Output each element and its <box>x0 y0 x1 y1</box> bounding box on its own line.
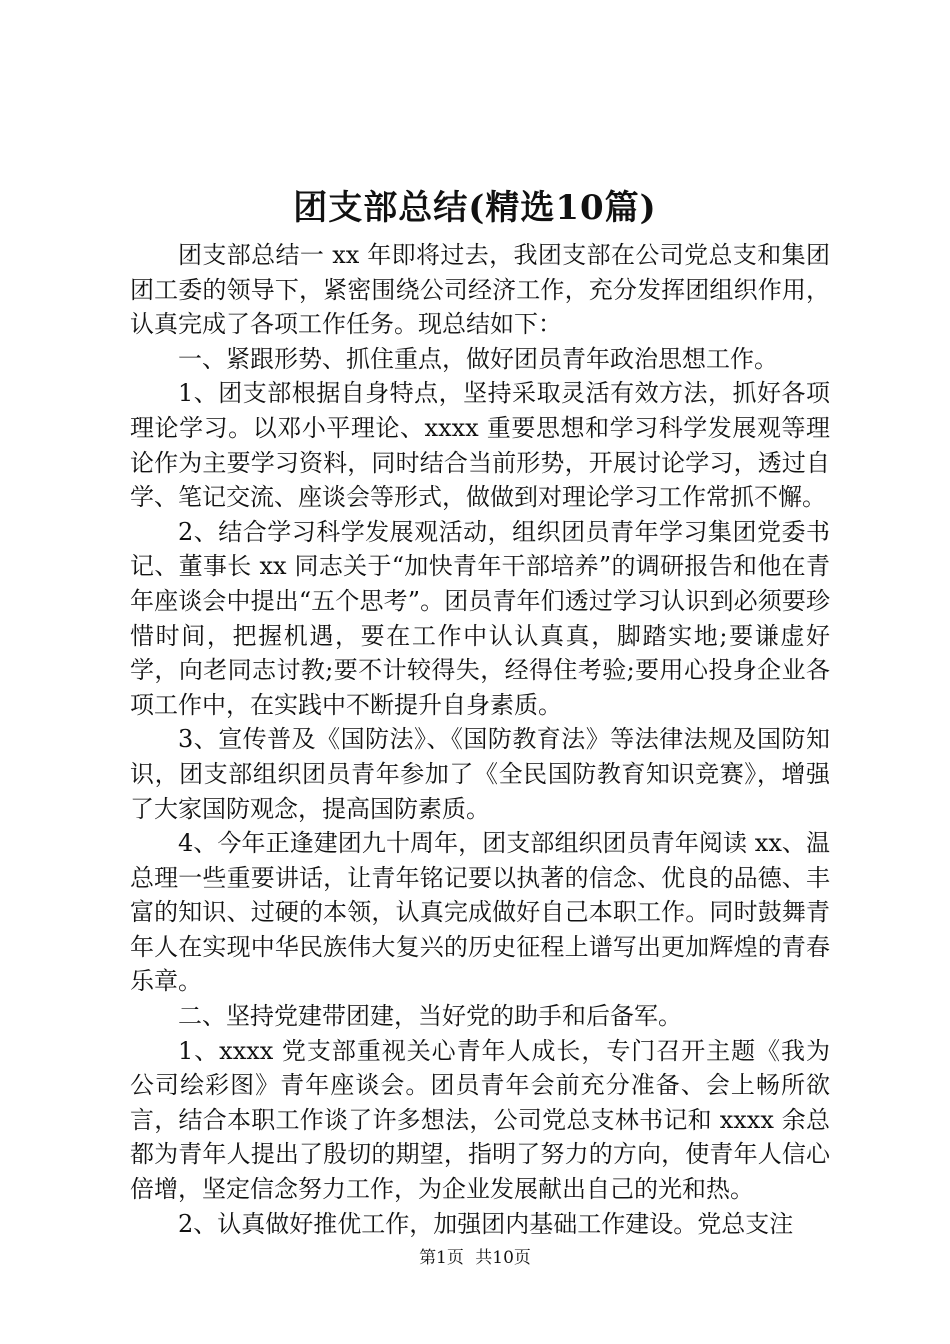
paragraph-1-3: 3、宣传普及《国防法》、《国防教育法》等法律法规及国防知识，团支部组织团员青年参加了《全民国防教育知识竞赛》，增强了大家国防观念，提高国防素质。 <box>130 725 830 823</box>
document-title: 团支部总结(精选10篇) <box>293 188 657 228</box>
paragraph-1-2: 2、结合学习科学发展观活动，组织团员青年学习集团党委书记、董事长 xx 同志关于“加快青年干部培养”的调研报告和他在青年座谈会中提出“五个思考”。团员青年们透过学习认识到必须要珍惜时间，把握机遇，要在工作中认认真真，脚踏实地;要谦虚好学，向老同志讨教;要不计较得失，经得住考验;要用心投身企业各项工作中，在实践中不断提升自身素质。 <box>130 517 830 719</box>
total-pages: 共10页 <box>475 1248 531 1268</box>
current-page-number: 第1页 <box>419 1248 464 1268</box>
document-body <box>130 238 830 1241</box>
section-heading-2: 二、坚持党建带团建，当好党的助手和后备军。 <box>178 1002 682 1031</box>
section-heading-1: 一、紧跟形势、抓住重点，做好团员青年政治思想工作。 <box>178 344 778 373</box>
paragraph-1-4: 4、今年正逢建团九十周年，团支部组织团员青年阅读 xx、温总理一些重要讲话，让青年铭记要以执著的信念、优良的品德、丰富的知识、过硬的本领，认真完成做好自己本职工作。同时鼓舞青年人在实现中华民族伟大复兴的历史征程上谱写出更加辉煌的青春乐章。 <box>130 829 830 996</box>
paragraph-2-2: 2、认真做好推优工作，加强团内基础工作建设。党总支注 <box>178 1209 794 1238</box>
paragraph-1-1: 1、团支部根据自身特点，坚持采取灵活有效方法，抓好各项理论学习。以邓小平理论、xxxx 重要思想和学习科学发展观等理论作为主要学习资料，同时结合当前形势，开展讨论学习，透过自学、笔记交流、座谈会等形式，做做到对理论学习工作常抓不懈。 <box>130 379 830 512</box>
paragraph-2-1: 1、xxxx 党支部重视关心青年人成长，专门召开主题《我为公司绘彩图》青年座谈会。团员青年会前充分准备、会上畅所欲言，结合本职工作谈了许多想法，公司党总支林书记和 xxxx 余总都为青年人提出了殷切的期望，指明了努力的方向，使青年人信心倍增，坚定信念努力工作，为企业发展献出自己的光和热。 <box>130 1036 830 1204</box>
paragraph-intro: 团支部总结一 xx 年即将过去，我团支部在公司党总支和集团团工委的领导下，紧密围绕公司经济工作，充分发挥团组织作用，认真完成了各项工作任务。现总结如下： <box>130 241 830 339</box>
page-footer <box>0 1246 950 1270</box>
